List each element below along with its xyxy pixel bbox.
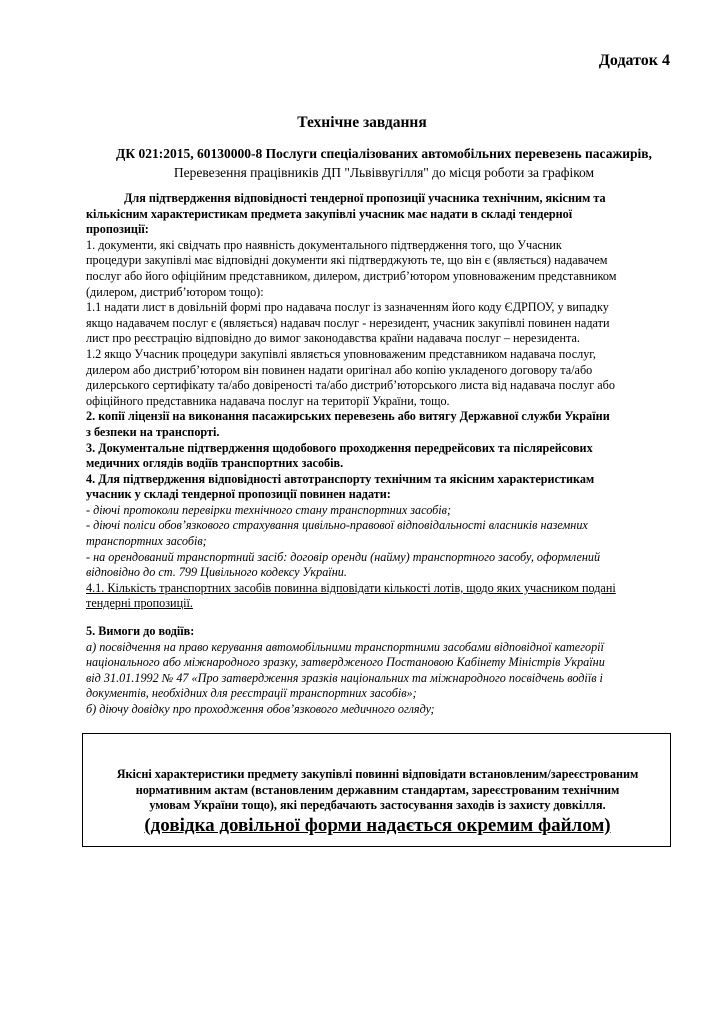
item-4-line: учасник у складі тендерної пропозиції повинен надати: [86, 487, 391, 502]
item-4-list-line: транспортних засобів; [86, 534, 207, 549]
item-4-1-line: 4.1. Кількість транспортних засобів повинна відповідати кількості лотів, щодо яких учасником подані [86, 580, 616, 595]
procurement-code: ДК 021:2015, 60130000-8 Послуги спеціалізованих автомобільних перевезень пасажирів, [116, 146, 652, 161]
box-text-line: умовам України тощо), які передбачають застосування заходів із захисту довкілля. [149, 798, 606, 813]
addendum-label: Додаток 4 [598, 52, 670, 69]
item-3-line: 3. Документальне підтвердження щодобового проходження передрейсових та післярейсових [86, 440, 593, 455]
item-4-list-line: - діючі протоколи перевірки технічного стану транспортних засобів; [86, 502, 452, 517]
separate-file-note: (довідка довільної форми надається окремим файлом) [144, 815, 611, 836]
item-1-2-line: дилером або дистриб’ютором він повинен надати оригінал або копію укладеного договору та/або [86, 362, 593, 377]
item-5-list-line: а) посвідчення на право керування автомобільними транспортними засобами відповідної категорії [86, 639, 604, 654]
item-1-1-line: якщо надавачем послуг є (являється) надавач послуг - нерезидент, учасник закупівлі повинен надати [86, 315, 610, 330]
item-2-line: 2. копії ліцензії на виконання пасажирських перевезень або витягу Державної служби України [86, 409, 610, 424]
item-4-line: 4. Для підтвердження відповідності автотранспорту технічним та якісним характеристикам [86, 471, 595, 486]
item-4-1-line: тендерні пропозиції. [86, 596, 193, 611]
box-text-line: Якісні характеристики предмету закупівлі повинні відповідати встановленим/зареєстрованим [116, 767, 639, 781]
item-4-list-line: відповідно до ст. 799 Цивільного кодексу України. [86, 565, 347, 580]
item-5-list-line: документів, необхідних для реєстрації транспортних засобів»; [86, 686, 417, 701]
item-1-line: 1. документи, які свідчать про наявність документального підтвердження того, що Учасник [86, 237, 562, 252]
procurement-subject: Перевезення працівників ДП "Львіввугілля" до місця роботи за графіком [173, 165, 595, 180]
item-2-line: з безпеки на транспорті. [86, 424, 220, 439]
item-1-2-line: офіційного представника надавача послуг на території України, тощо. [86, 393, 450, 408]
item-1-line: послуг або його офіційним представником, дилером, дистриб’ютором уповноваженим представником [86, 268, 617, 283]
box-text-line: нормативним актам (встановленим державним стандартам, зареєстрованим технічним [135, 782, 620, 797]
item-1-2-line: дилерського сертифікату та/або довіреності та/або дистриб’юторського листа від надавача послуг або [86, 378, 615, 393]
quality-requirements-box [82, 733, 671, 847]
item-1-2-line: 1.2 якщо Учасник процедури закупівлі являється уповноваженим представником надавача послуг, [86, 346, 596, 361]
item-5-list-line: національного або міжнародного зразку, затвердженого Постановою Кабінету Міністрів України [86, 655, 605, 670]
item-4-list-line: - діючі поліси обов’язкового страхування цивільно-правової відповідальності власників наземних [86, 518, 588, 533]
item-5-list-line: б) діючу довідку про проходження обов’язкового медичного огляду; [86, 702, 435, 716]
intro-line: Для підтвердження відповідності тендерної пропозиції учасника технічним, якісним та [124, 191, 606, 205]
intro-line: пропозиції: [86, 222, 149, 237]
item-5-heading: 5. Вимоги до водіїв: [86, 624, 195, 639]
item-4-list-line: - на орендований транспортний засіб: договір оренди (найму) транспортного засобу, оформлений [86, 549, 601, 564]
item-5-list-line: від 31.01.1992 № 47 «Про затвердження зразків національних та міжнародного посвідчень водіїв і [86, 670, 603, 685]
spacer [86, 612, 676, 624]
item-1-line: процедури закупівлі має відповідні документи які підтверджують те, що він є (являється) надавачем [86, 253, 608, 268]
document-title: Технічне завдання [297, 114, 427, 131]
item-3-line: медичних оглядів водіїв транспортних засобів. [86, 456, 344, 471]
quality-requirements-text [83, 767, 672, 814]
item-1-1-line: лист про реєстрацію відповідно до вимог законодавства країни надавача послуг – нерезидента. [86, 331, 580, 346]
item-1-line: (дилером, дистриб’ютором тощо): [86, 284, 264, 299]
item-1-1-line: 1.1 надати лист в довільній формі про надавача послуг із зазначенням його коду ЄДРПОУ, у випадку [86, 300, 609, 315]
requirements-body [86, 191, 676, 718]
intro-line: кількісним характеристикам предмета закупівлі учасник має надати в складі тендерної [86, 206, 573, 221]
